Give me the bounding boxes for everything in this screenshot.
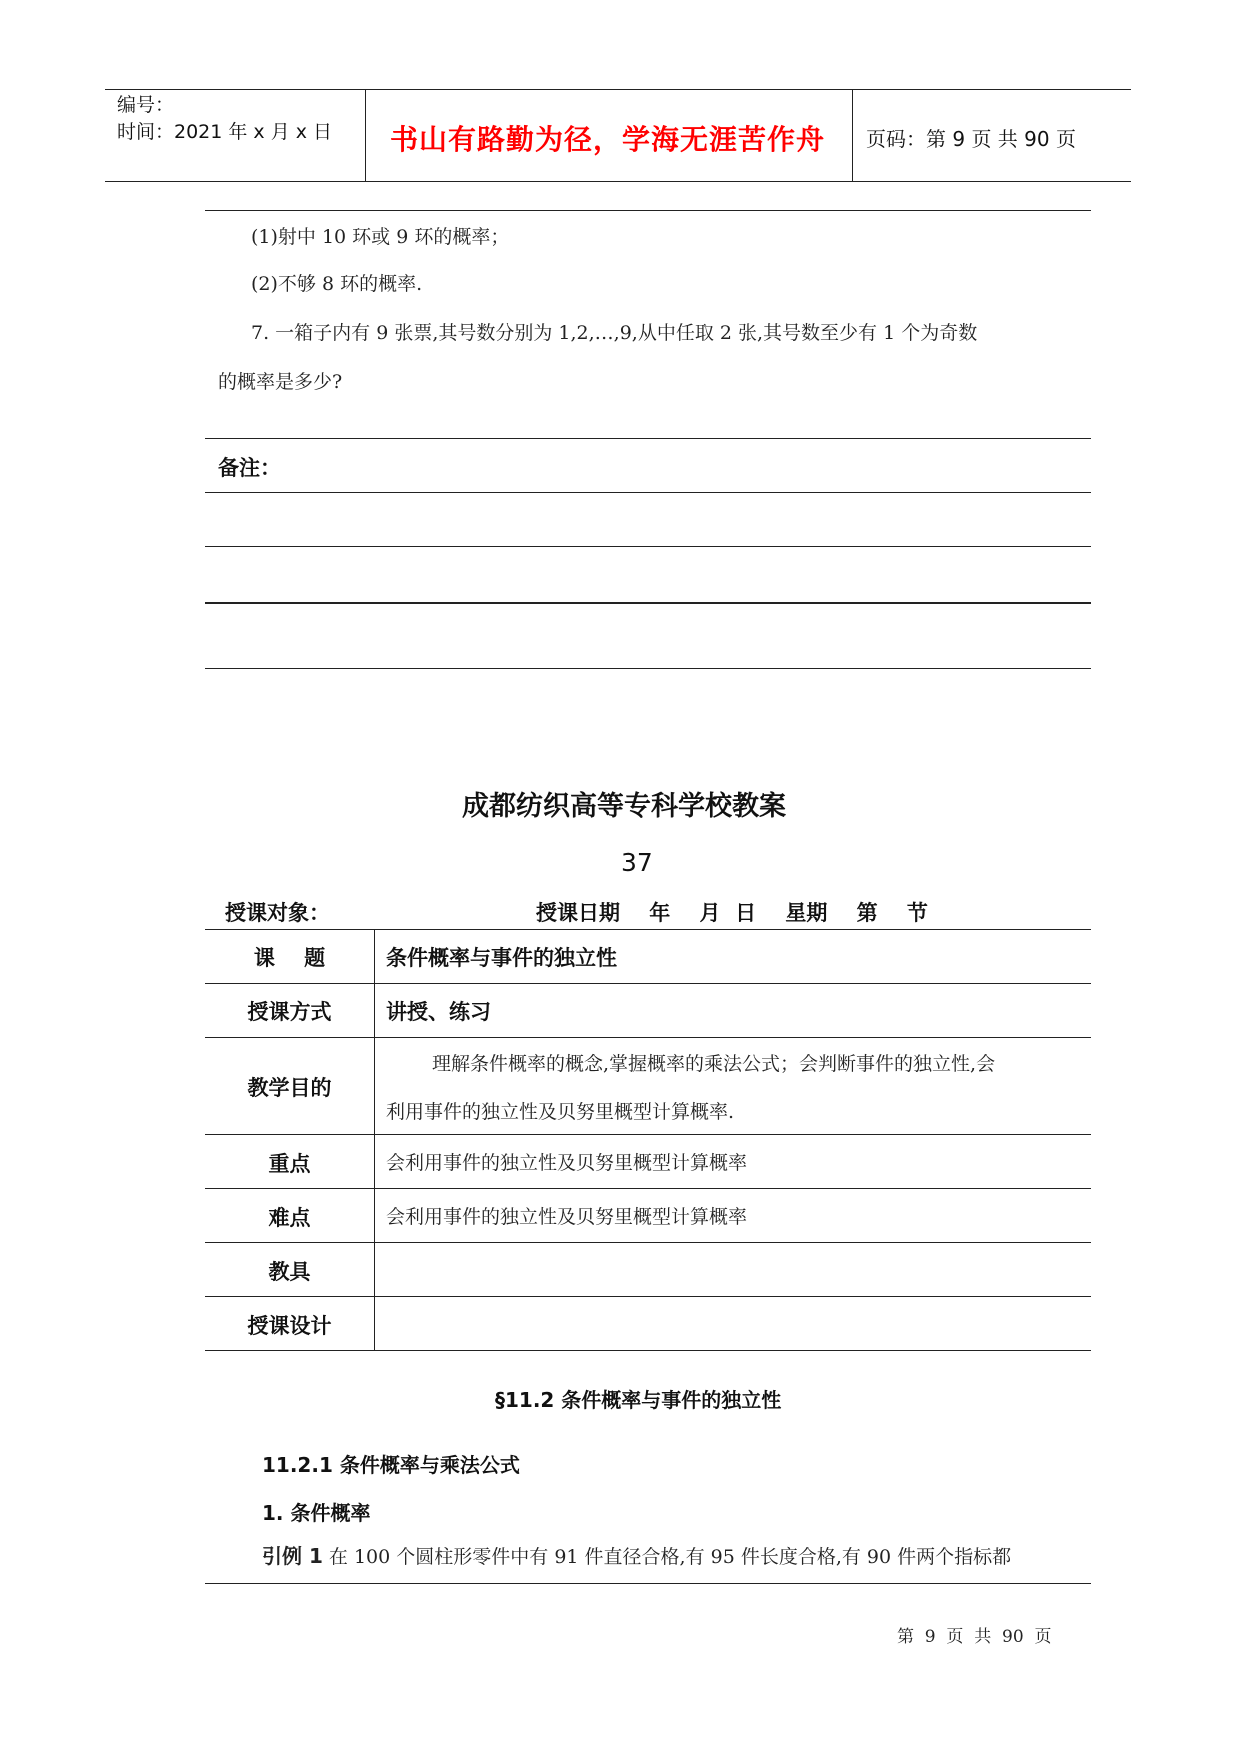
row-key-point-label: 重点 (268, 1152, 311, 1176)
row-key-point-value: 会利用事件的独立性及贝努里概型计算概率 (386, 1152, 748, 1174)
row-difficulty-label: 难点 (268, 1206, 311, 1230)
exercise-6-part-1: (1)射中 10 环或 9 环的概率； (251, 226, 510, 248)
document-date: 时间：2021 年 x 月 x 日 (117, 121, 333, 143)
row-goal-label: 教学目的 (247, 1076, 332, 1100)
page-footer: 第 9 页 共 90 页 (897, 1627, 1052, 1647)
motto-banner: 书山有路勤为径，学海无涯苦作舟 (390, 123, 826, 156)
notes-rule-1 (205, 438, 1091, 439)
table-rule-4 (205, 1188, 1091, 1189)
header-divider-right (852, 89, 853, 181)
header-divider-left (365, 89, 366, 181)
row-goal-value-line-1: 理解条件概率的概念,掌握概率的乘法公式；会判断事件的独立性,会 (432, 1053, 996, 1075)
table-rule-2 (205, 1037, 1091, 1038)
table-rule-3 (205, 1134, 1091, 1135)
table-rule-5 (205, 1242, 1091, 1243)
header-top-rule (105, 89, 1131, 90)
notes-label: 备注： (218, 456, 281, 480)
school-title: 成都纺织高等专科学校教案 (462, 791, 786, 822)
content-bottom-rule (205, 1583, 1091, 1584)
table-rule-1 (205, 983, 1091, 984)
exercise-6-part-2: (2)不够 8 环的概率. (251, 273, 423, 295)
row-method-label: 授课方式 (247, 1000, 332, 1024)
document-code-label: 编号： (117, 94, 175, 116)
item-heading: 1. 条件概率 (262, 1501, 371, 1525)
table-rule-top (205, 929, 1091, 930)
notes-rule-2 (205, 492, 1091, 493)
row-difficulty-value: 会利用事件的独立性及贝努里概型计算概率 (386, 1206, 748, 1228)
audience-label: 授课对象： (225, 901, 330, 925)
header-bottom-rule (105, 181, 1131, 182)
example-label: 引例 1 (262, 1544, 323, 1568)
notes-rule-3 (205, 546, 1091, 547)
exercise-7-line-1: 7. 一箱子内有 9 张票,其号数分别为 1,2,…,9,从中任取 2 张,其号数至少有 1 个为奇数 (251, 322, 978, 344)
lesson-number: 37 (621, 848, 653, 877)
row-goal-value-line-2: 利用事件的独立性及贝努里概型计算概率. (386, 1101, 735, 1123)
example-text: 在 100 个圆柱形零件中有 91 件直径合格,有 95 件长度合格,有 90 件两个指标都 (322, 1546, 1012, 1568)
table-rule-6 (205, 1296, 1091, 1297)
content-top-rule (205, 210, 1091, 211)
notes-rule-5 (205, 668, 1091, 669)
row-topic-label: 课 题 (253, 946, 326, 970)
notes-rule-4 (205, 602, 1091, 604)
row-method-value: 讲授、练习 (386, 1000, 491, 1024)
lesson-date-line: 授课日期 年 月 日 星期 第 节 (536, 901, 928, 925)
page-code: 页码：第 9 页 共 90 页 (866, 127, 1076, 151)
table-column-divider (374, 929, 375, 1350)
row-design-label: 授课设计 (247, 1314, 332, 1338)
exercise-7-line-2: 的概率是多少? (218, 371, 343, 393)
subsection-heading: 11.2.1 条件概率与乘法公式 (262, 1453, 520, 1477)
section-heading: §11.2 条件概率与事件的独立性 (495, 1388, 782, 1412)
table-rule-bottom (205, 1350, 1091, 1351)
row-teaching-aids-label: 教具 (268, 1260, 311, 1284)
example-paragraph (262, 1543, 1011, 1570)
row-topic-value: 条件概率与事件的独立性 (386, 946, 617, 970)
